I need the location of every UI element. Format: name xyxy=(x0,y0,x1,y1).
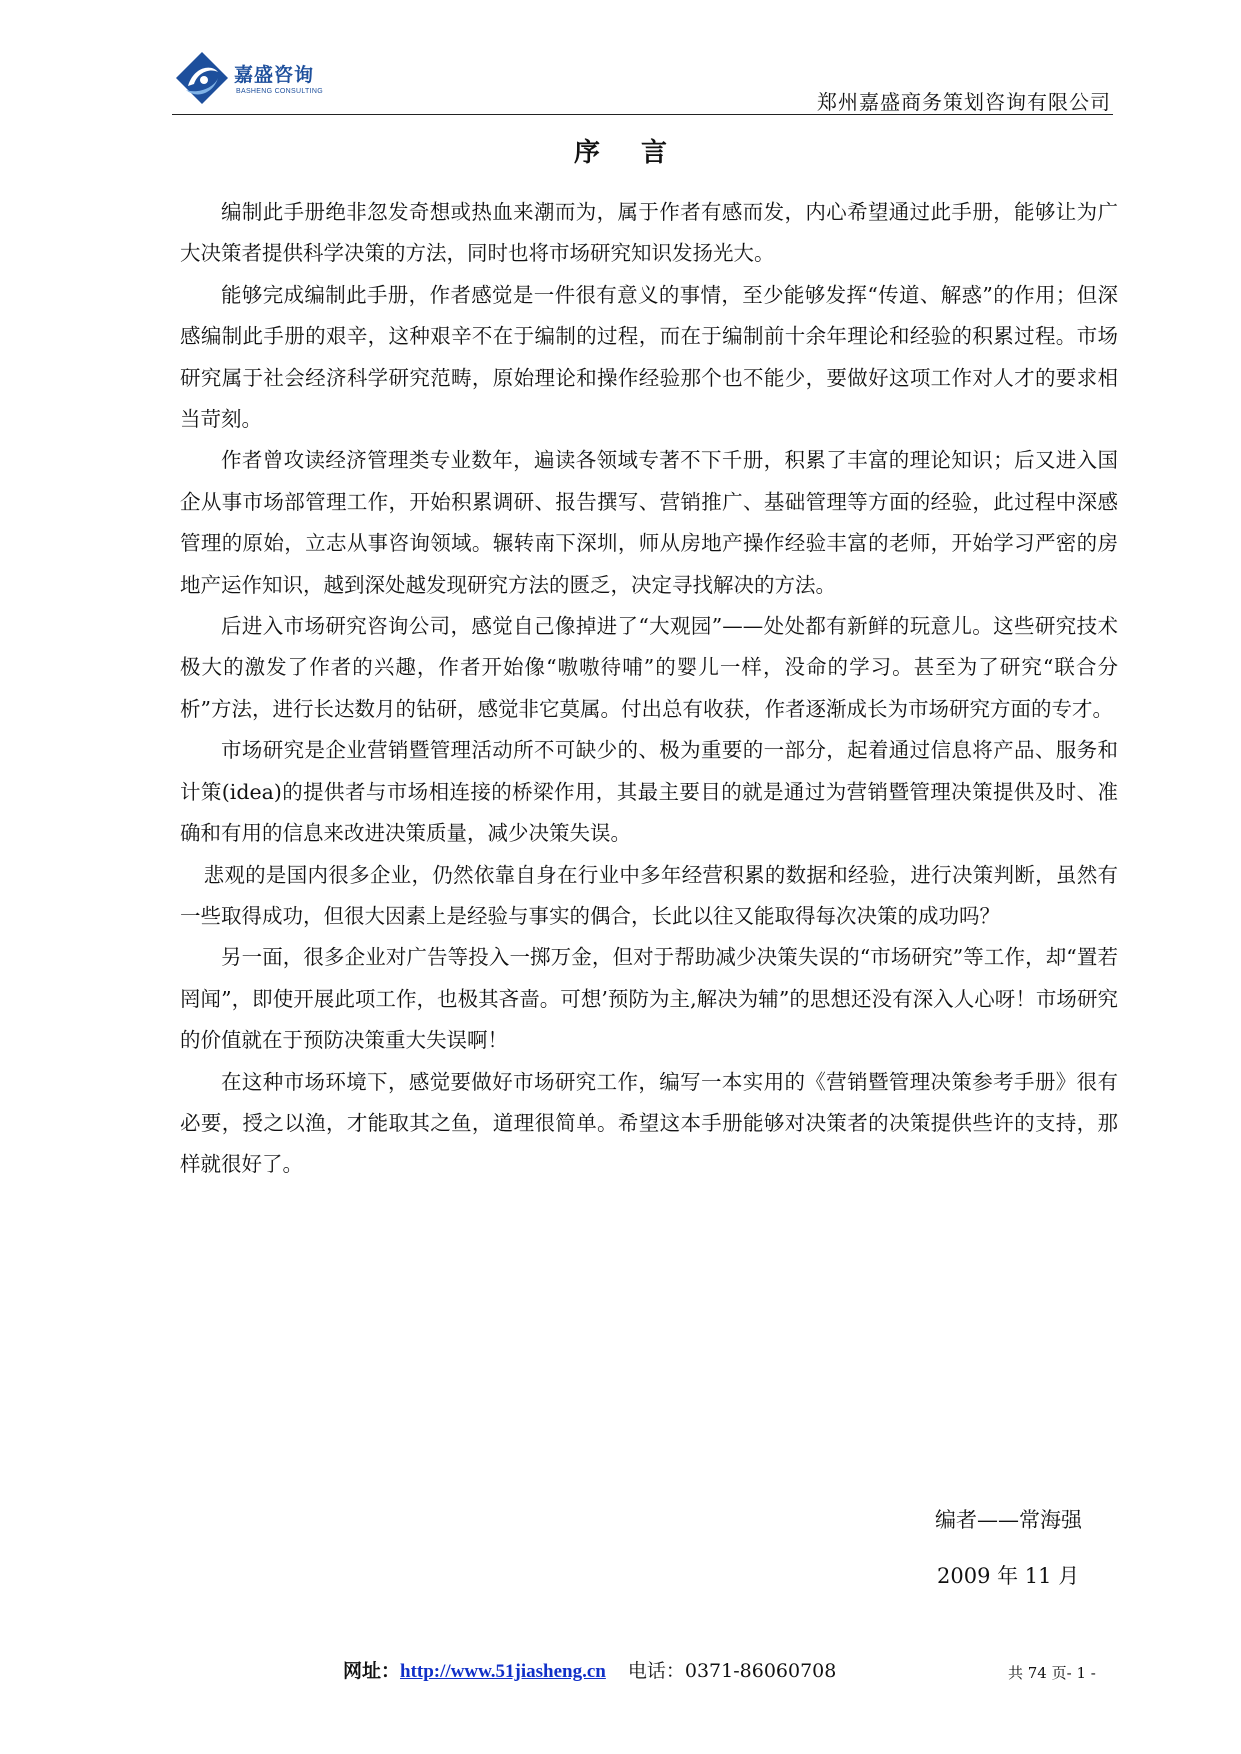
company-logo xyxy=(174,44,324,116)
page-title: 序 言 xyxy=(573,138,684,168)
url-label: 网址： xyxy=(343,1660,401,1682)
page-footer xyxy=(343,1656,836,1683)
paragraph: 编制此手册绝非忽发奇想或热血来潮而为，属于作者有感而发，内心希望通过此手册，能够让为广大决策者提供科学决策的方法，同时也将市场研究知识发扬光大。 xyxy=(180,200,1118,266)
phone-number: 电话：0371-86060708 xyxy=(627,1660,837,1682)
logo-text: 嘉盛咨询 xyxy=(234,64,315,86)
paragraph: 市场研究是企业营销暨管理活动所不可缺少的、极为重要的一部分，起着通过信息将产品、服务和计策(idea)的提供者与市场相连接的桥梁作用，其最主要目的就是通过为营销暨管理决策提供及时、准确和有用的信息来改进决策质量，减少决策失误。 xyxy=(180,738,1118,846)
paragraph: 另一面，很多企业对广告等投入一掷万金，但对于帮助减少决策失误的“市场研究”等工作，却“置若罔闻”，即使开展此项工作，也极其吝啬。可想’预防为主,解决为辅”的思想还没有深入人心呀！市场研究的价值就在于预防决策重大失误啊！ xyxy=(180,945,1118,1053)
paragraph: 作者曾攻读经济管理类专业数年，遍读各领域专著不下千册，积累了丰富的理论知识；后又进入国企从事市场部管理工作，开始积累调研、报告撰写、营销推广、基础管理等方面的经验，此过程中深感管理的原始，立志从事咨询领域。辗转南下深圳，师从房地产操作经验丰富的老师，开始学习严密的房地产运作知识，越到深处越发现研究方法的匮乏，决定寻找解决的方法。 xyxy=(180,448,1118,597)
paragraph: 后进入市场研究咨询公司，感觉自己像掉进了“大观园”——处处都有新鲜的玩意儿。这些研究技术极大的激发了作者的兴趣，作者开始像“嗷嗷待哺”的婴儿一样，没命的学习。甚至为了研究“联合分析”方法，进行长达数月的钻研，感觉非它莫属。付出总有收获，作者逐渐成长为市场研究方面的专才。 xyxy=(180,614,1118,721)
paragraph: 在这种市场环境下，感觉要做好市场研究工作，编写一本实用的《营销暨管理决策参考手册》很有必要，授之以渔，才能取其之鱼，道理很简单。希望这本手册能够对决策者的决策提供些许的支持，那样就很好了。 xyxy=(180,1069,1118,1177)
company-name: 郑州嘉盛商务策划咨询有限公司 xyxy=(817,90,1111,114)
paragraph: 悲观的是国内很多企业，仍然依靠自身在行业中多年经营积累的数据和经验，进行决策判断，虽然有一些取得成功，但很大因素上是经验与事实的偶合，长此以往又能取得每次决策的成功吗？ xyxy=(180,862,1118,928)
logo-diamond-icon xyxy=(174,50,230,106)
paragraph: 能够完成编制此手册，作者感觉是一件很有意义的事情，至少能够发挥“传道、解惑”的作用；但深感编制此手册的艰辛，这种艰辛不在于编制的过程，而在于编制前十余年理论和经验的积累过程。市场研究属于社会经济科学研究范畴，原始理论和操作经验那个也不能少，要做好这项工作对人才的要求相当苛刻。 xyxy=(180,282,1118,432)
signature-author: 编者——常海强 xyxy=(935,1508,1082,1532)
preface-body xyxy=(180,192,1118,1186)
page-number: 共 74 页- 1 - xyxy=(1008,1664,1096,1682)
website-link[interactable]: http://www.51jiasheng.cn xyxy=(400,1661,606,1682)
header-divider xyxy=(172,114,1113,115)
logo-subtext: BASHENG CONSULTING xyxy=(236,88,323,95)
signature-date: 2009 年 11 月 xyxy=(937,1564,1080,1588)
